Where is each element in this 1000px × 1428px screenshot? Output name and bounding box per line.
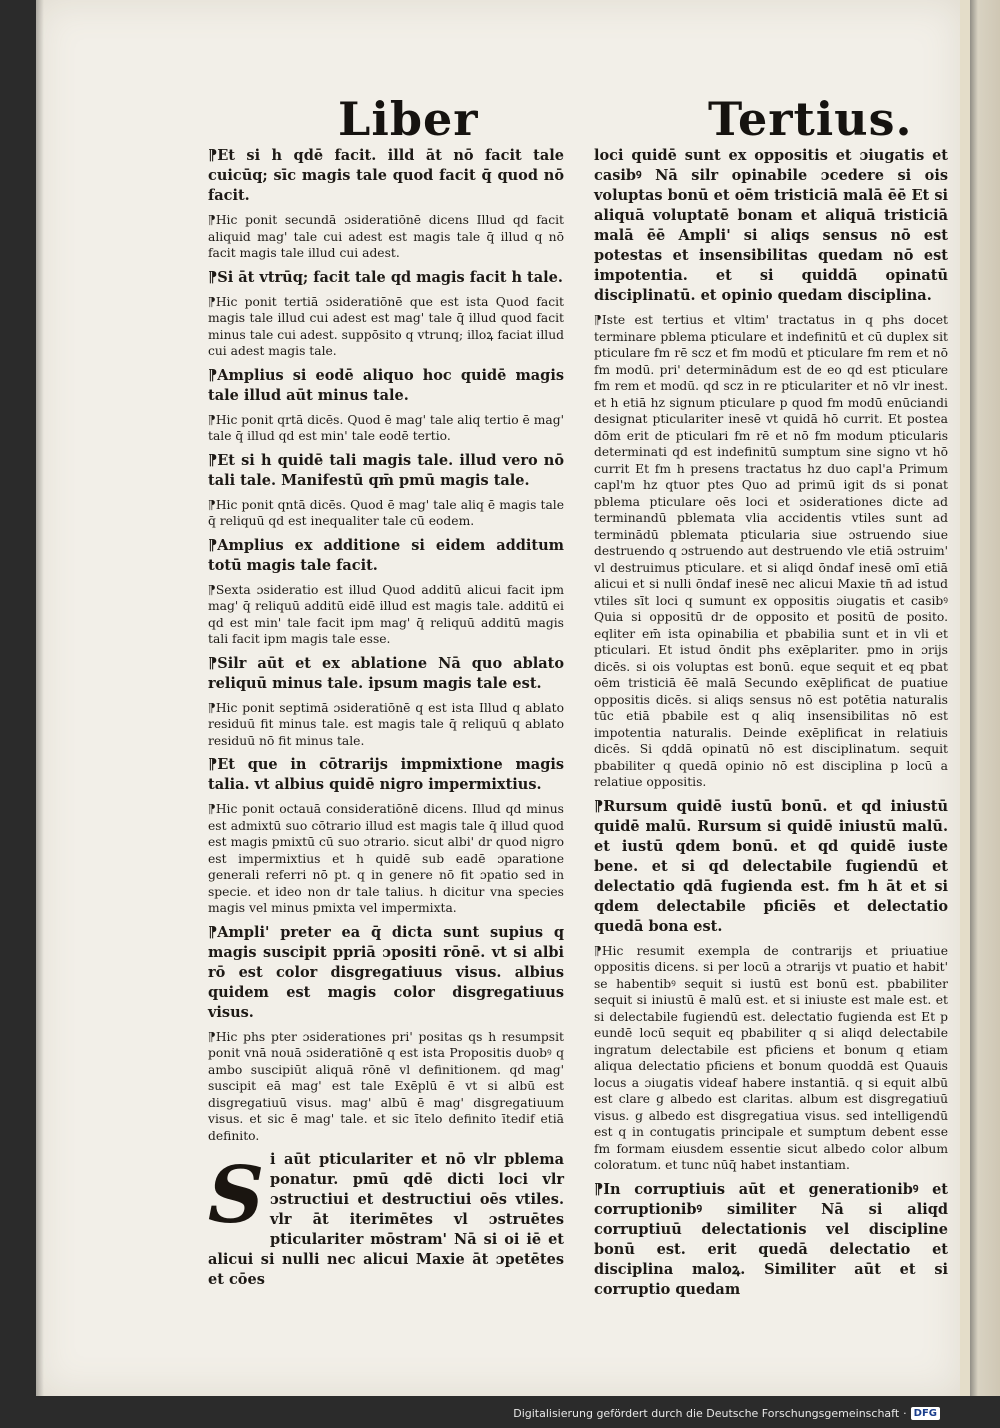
paragraph-text: ⁋Hic ponit secundā ɔsideratiōnē dicens Illud qd facit aliquid mag' tale cui adest est magis tale q̄ illud q nō facit magis tale illud cui adest. xyxy=(208,213,564,260)
main-text-paragraph xyxy=(208,755,564,795)
paragraph-text: ⁋Hic phs pter ɔsiderationes pri' positas qs h resumpsit ponit vnā nouā ɔsideratiōnē q est ista Propositis duobꝰ q ambo suscipiūt aliquā rōnē vl definitionem. qd mag' suscipit eā mag' est tale Exēplū ē vt si albū est disgregatiuū visus. mag' albū ē mag' disgregatiuum visus. et sic ē mag' tale. et sic ītelo definito ītedif etiā definito. xyxy=(208,1029,564,1143)
paragraph-text: ⁋Hic ponit qntā dicēs. Quod ē mag' tale aliq ē magis tale q̄ reliquū qd est inequaliter tale cū eodem. xyxy=(208,497,564,528)
main-text-paragraph xyxy=(594,797,948,937)
paragraph-text: ⁋Hic ponit septimā ɔsideratiōnē q est ista Illud q ablato residuū fit minus tale. est magis tale q̄ reliquū q ablato residuū nō fit minus tale. xyxy=(208,700,564,748)
main-text-paragraph xyxy=(208,146,564,206)
paragraph-text: ⁋Et si h quidē tali magis tale. illud vero nō tali tale. Manifestū qm̄ pmū magis tale. xyxy=(208,451,564,489)
commentary-paragraph xyxy=(208,700,564,750)
paragraph-text: ⁋Silr aūt et ex ablatione Nā quo ablato reliquū minus tale. ipsum magis tale est. xyxy=(208,654,564,692)
main-text-paragraph xyxy=(208,451,564,491)
dfg-logo: DFG xyxy=(911,1407,940,1420)
running-head-right: Tertius. xyxy=(708,92,913,146)
commentary-paragraph xyxy=(208,294,564,360)
main-text-paragraph xyxy=(594,1180,948,1300)
running-head-left: Liber xyxy=(338,92,479,146)
digitization-credit xyxy=(513,1407,940,1420)
commentary-paragraph xyxy=(208,1029,564,1145)
paragraph-text: ⁋Ampli' preter ea q̄ dicta sunt supius q magis suscipit ppriā ɔpositi rōnē. vt si albi rō est color disgregatiuus visus. albius quidem est magis color disgregatiuus visus. xyxy=(208,923,564,1021)
main-text-paragraph xyxy=(208,268,564,288)
commentary-paragraph xyxy=(594,943,948,1174)
main-text-paragraph xyxy=(208,654,564,694)
main-text-paragraph xyxy=(594,146,948,306)
commentary-paragraph xyxy=(208,801,564,917)
paragraph-text: ⁋Si āt vtrūq; facit tale qd magis facit h tale. xyxy=(208,268,563,286)
paragraph-text: ⁋Et que in cōtrarijs impmixtione magis talia. vt albius quidē nigro impermixtius. xyxy=(208,756,564,793)
right-column xyxy=(594,146,948,1306)
commentary-paragraph xyxy=(208,212,564,262)
page-shadow xyxy=(36,0,44,1396)
paragraph-text: ⁋Rursum quidē iustū bonū. et qd iniustū quidē malū. Rursum si quidē iniustū malū. et iustū qdem bonū. et qd quidē iuste bene. et si qd delectabile fugiendū et delectatio qdā fugienda est. fm h āt et si qdem delectabile pficiēs et delectatio quedā bona est. xyxy=(594,797,948,935)
paragraph-text: ⁋Iste est tertius et vltim' tractatus in q phs docet terminare pblema pticulare et indefinitū et cū duplex sit pticulare fm rē scz et fm modū et pticulare fm rem et nō fm modū. pri' determinādum est de eo qd est pticulare fm rem et modū. qd scz in re pticulariter et nō vlr inest. et h etiā hz signum pticulare p quod fm modū enūciandi designat pticulariter inesē vt quidā hō currit. Et postea dōm erit de pticulari fm rē et nō fm modum pticularis determinati qd est indefinitū sumptum sine signo vt hō currit Et fm h presens tractatus hz duo capl'a Primum capl'm hz qtuor ptes Quo ad primū igit ds si ponat pblema pticulare oēs loci et ɔsiderationes dicte ad terminandū pblemata vlia accidentis vtiles sunt ad terminādū pblemata pticularia siue ɔstruendo siue destruendo q ɔstruendo aut destruendo vle etiā ɔstruim' vl destruimus pticulare. et si aliqd ōndaf inesē omī etiā alicui et si nulli ōndaf inesē nec alicui Maxie tn̄ ad istud vtiles sīt loci q sumunt ex oppositis ɔiugatis et casibꝰ Quia si oppositū dr de opposito et positū de posito. eqliter em̄ ista opinabilia et pbabilia sunt et in vli et pticulari. Et istud ōndit phs exēplariter. pmo in ɔrijs dicēs. si ois voluptas est bonū. eque sequit et eq pbat oēm tristiciā ēē malā Secundo exēplificat de puatiue oppositis dicēs. si aliqs sensus nō est potētia naturalis tūc etiā pbabile est q aliq insensibilitas nō est impotentia naturalis. Deinde exēplificat in relatiuis dicēs. Si qddā opinatū nō est disciplinatum. sequit pbabiliter q quedā opinio nō est disciplina p locū a relatiue oppositis. xyxy=(594,313,948,789)
main-text-paragraph xyxy=(208,923,564,1023)
left-column xyxy=(208,146,564,1296)
paragraph-text: ⁋Amplius ex additione si eidem additum totū magis tale facit. xyxy=(208,536,564,574)
paragraph-text: ⁋Hic ponit tertiā ɔsideratiōnē que est ista Quod facit magis tale illud cui adest est mag' tale q̄ illud quod facit minus tale cui adest. suppōsito q vtrunq; illoꝝ faciat illud cui adest magis tale. xyxy=(208,294,564,358)
initial-letter: S xyxy=(207,1150,265,1241)
credit-text: Digitalisierung gefördert durch die Deutsche Forschungsgemeinschaft xyxy=(513,1407,900,1420)
paragraph-text: ⁋Amplius si eodē aliquo hoc quidē magis tale illud aūt minus tale. xyxy=(208,366,564,404)
paragraph-text: loci quidē sunt ex oppositis et ɔiugatis et casibꝰ Nā silr opinabile ɔcedere si ois voluptas bonū et oēm tristiciā malā ēē Et si aliquā voluptatē bonam et aliquā tristiciā malā ēē Ampli' si aliqs sensus nō est potestas et insensibilitas quedam nō est impotentia. et si quiddā opinatū disciplinatū. et opinio quedam disciplina. xyxy=(594,147,948,304)
paragraph-text: ⁋Et si h qdē facit. illd āt nō facit tale cuicūq; sīc magis tale quod facit q̄ quod nō facit. xyxy=(208,147,564,204)
paragraph-text: ⁋Hic ponit octauā consideratiōnē dicens. Illud qd minus est admixtū suo cōtrario illud est magis tale q̄ illud quod est magis pmixtū cū suo ɔtrario. sicut albi' dr quod nigro est impermixtius et h quidē sub eadē ɔparatione generali referri nō pt. q in genere nō fit ɔpatio sed in specie. et ideo non dr tale talius. h dicitur vna species magis vel minus pmixta vel impermixta. xyxy=(208,802,564,915)
paragraph-text: ⁋Sexta ɔsideratio est illud Quod additū alicui facit ipm mag' q̄ reliquū additū eidē illud est magis tale. additū ei qd est min' tale facit ipm mag' q̄ reliquū additū magis tali facit ipm magis tale esse. xyxy=(208,582,564,646)
document-page xyxy=(36,0,962,1396)
main-text-paragraph xyxy=(208,1150,564,1290)
commentary-paragraph xyxy=(208,582,564,648)
paragraph-text: ⁋Hic ponit qrtā dicēs. Quod ē mag' tale aliq tertio ē mag' tale q̄ illud qd est min' tale eodē tertio. xyxy=(208,412,564,443)
commentary-paragraph xyxy=(208,412,564,445)
commentary-paragraph xyxy=(594,312,948,791)
paragraph-text: ⁋Hic resumit exempla de contrarijs et priuatiue oppositis dicens. si per locū a ɔtrarijs vt puatio et habit' se habentibꝰ sequit si iustū est bonū est. pbabiliter sequit si iniustū ē malū est. et si iniuste est male est. et si delectabile fugiendū est. delectatio fugienda est Et p eundē locū sequit eq pbabiliter q si aliqd delectabile ingratum delectabile est pficiens et bonum q etiam aliqua delectatio pficiens et bonum quoddā est Quauis locus a ɔiugatis videaf habere instantiā. q si equit albū est clare g albedo est claritas. album est disgregatiuū visus. g albedo est disgregatiua visus. sed intelligendū est q in contugatis principale et sumptum debent esse fm formam eiusdem essentie sicut albedo color album coloratum. et tunc nūq̄ habet instantiam. xyxy=(594,943,948,1172)
paragraph-text: ⁋In corruptiuis aūt et generationibꝰ et corruptionibꝰ similiter Nā si aliqd corruptiuū delectationis vel discipline bonū est. erit quedā delectatio et disciplina maloꝝ. Similiter aūt et si corruptio quedam xyxy=(594,1180,948,1298)
page-leaf-edge xyxy=(960,0,970,1396)
commentary-paragraph xyxy=(208,497,564,530)
main-text-paragraph xyxy=(208,366,564,406)
decorated-initial xyxy=(208,1152,264,1240)
main-text-paragraph xyxy=(208,536,564,576)
credit-separator: · xyxy=(903,1407,907,1420)
paragraph-text: i aūt pticulariter et nō vlr pblema ponatur. pmū qdē dicti loci vlr ɔstructiui et destructiui oēs vtiles. vlr āt iterimētes vl ɔstruētes pticulariter mōstram' Nā si oi iē et alicui si nulli nec alicui Maxie āt ɔpetētes et cōes xyxy=(208,1151,564,1288)
